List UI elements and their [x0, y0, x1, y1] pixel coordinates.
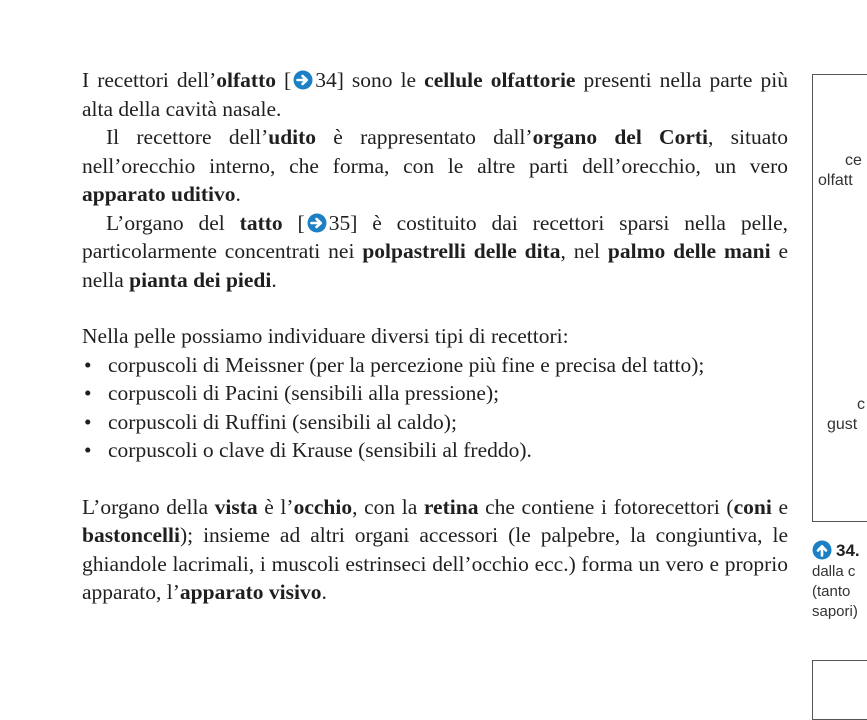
- figure-label: olfatt: [818, 172, 853, 189]
- figure-box: [812, 74, 867, 522]
- term-pianta-dei-piedi: pianta dei piedi: [129, 267, 272, 292]
- term-apparato-uditivo: apparato uditivo: [82, 182, 236, 206]
- paragraph-recettori-intro: Nella pelle possiamo individuare diversi tipi di recettori:: [82, 324, 569, 348]
- arrow-right-icon[interactable]: [307, 213, 327, 233]
- term-retina: retina: [423, 494, 479, 519]
- list-item: • corpuscoli di Pacini (sensibili alla pressione);: [82, 379, 788, 408]
- figure-label: gust: [827, 416, 858, 433]
- ref-35[interactable]: 35: [328, 210, 351, 235]
- caption-line: dalla c: [812, 563, 856, 580]
- paragraph-olfatto: I recettori dell’olfatto [ 34] sono le cellule olfattorie presenti nella parte più alta della cavità nasale.: [82, 68, 788, 121]
- paragraph-tatto: L’organo del tatto [ 35] è costituito dai recettori sparsi nella pelle, particolarmente concentrati nei polpastrelli delle dita, nel palmo delle mani e nella pianta dei piedi.: [82, 210, 789, 292]
- figure-caption: [812, 540, 860, 622]
- list-item: • corpuscoli di Meissner (per la percezione più fine e precisa del tatto);: [82, 351, 788, 380]
- main-text: [82, 66, 788, 607]
- term-vista: vista: [214, 494, 258, 519]
- term-udito: udito: [268, 125, 317, 149]
- arrow-up-icon[interactable]: [812, 540, 832, 560]
- term-cellule-olfattorie: cellule olfattorie: [424, 68, 576, 92]
- term-polpastrelli: polpastrelli delle dita: [362, 239, 561, 263]
- term-bastoncelli: bastoncelli: [82, 523, 180, 547]
- term-organo-del-corti: organo del Corti: [532, 125, 708, 149]
- term-palmo-delle-mani: palmo delle mani: [607, 239, 771, 263]
- caption-number: 34.: [836, 541, 860, 560]
- ref-34[interactable]: 34: [315, 68, 337, 92]
- paragraph-vista: L’organo della vista è l’occhio, con la retina che contiene i fotorecettori (coni e bastoncelli); insieme ad altri organi accessori (le palpebre, la congiuntiva, le ghiandole lacrimali, i muscoli estrinseci dell’occhio ecc.) forma un vero e proprio apparato, l’apparato visivo.: [82, 494, 788, 604]
- figure-label: c: [857, 396, 865, 413]
- caption-line: (tanto: [812, 583, 851, 600]
- paragraph-udito: Il recettore dell’udito è rappresentato dall’organo del Corti, situato nell’orecchio interno, che forma, con le altre parti dell’orecchio, un vero apparato uditivo.: [82, 125, 788, 206]
- list-item: • corpuscoli o clave di Krause (sensibili al freddo).: [82, 436, 788, 465]
- caption-line: sapori): [812, 603, 858, 620]
- list-item: • corpuscoli di Ruffini (sensibili al caldo);: [82, 408, 788, 437]
- term-occhio: occhio: [293, 494, 353, 519]
- arrow-right-icon[interactable]: [293, 70, 313, 90]
- term-apparato-visivo: apparato visivo: [179, 580, 322, 604]
- term-tatto: tatto: [239, 210, 283, 235]
- figure-box-2: [812, 660, 867, 720]
- figure-label: ce: [845, 152, 862, 169]
- term-coni: coni: [733, 494, 772, 519]
- term-olfatto: olfatto: [216, 68, 276, 92]
- recettori-list: [82, 351, 788, 465]
